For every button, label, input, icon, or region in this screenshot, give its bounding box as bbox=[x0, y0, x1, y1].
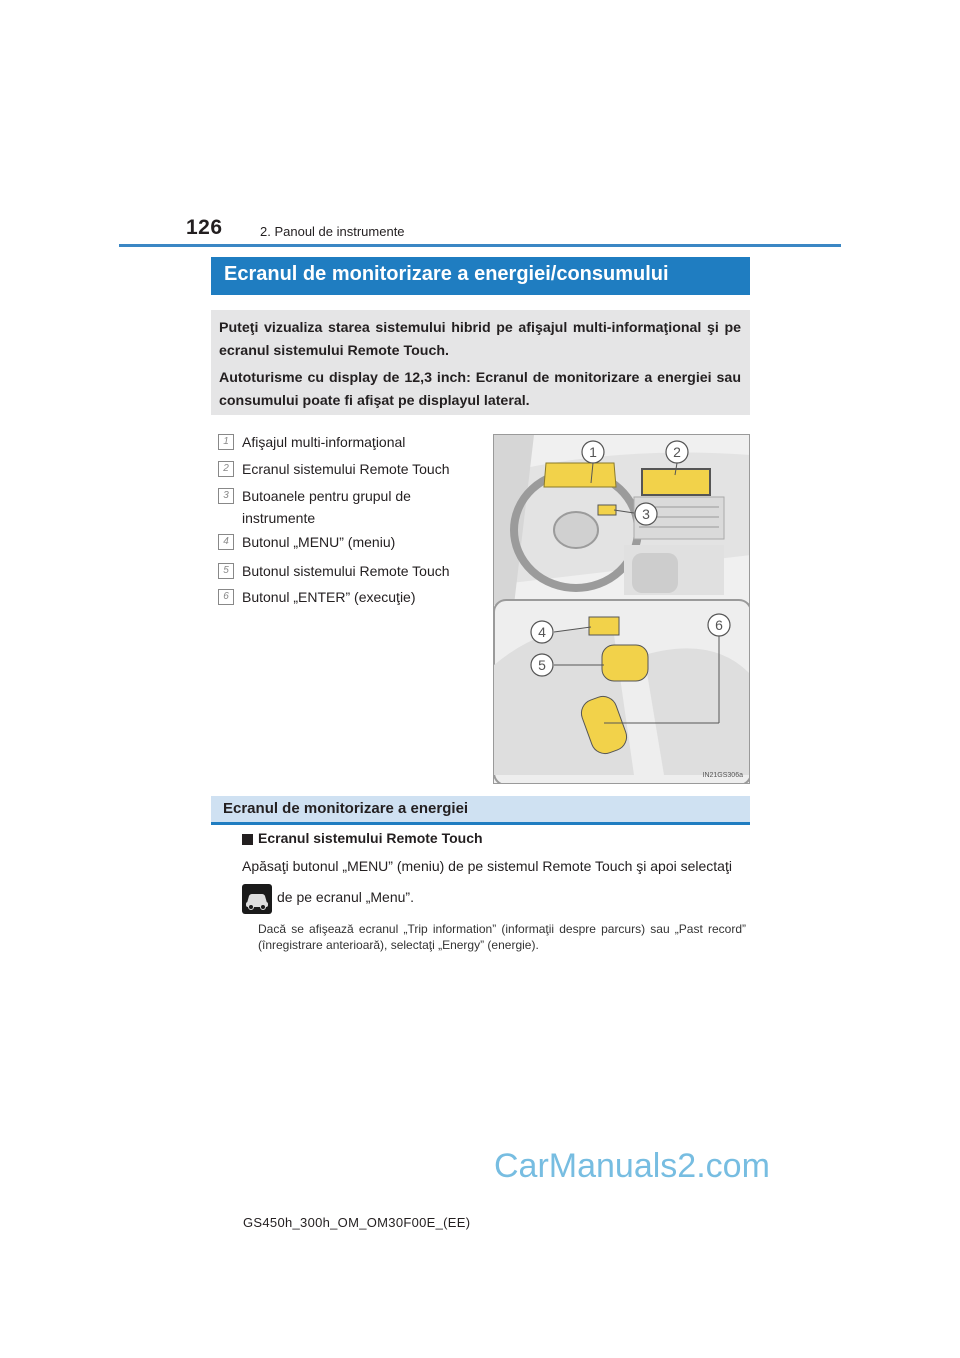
callout-2: 2 bbox=[673, 444, 681, 460]
section-title: 2. Panoul de instrumente bbox=[260, 224, 405, 239]
item-number-2: 2 bbox=[218, 461, 234, 477]
item-label-6: Butonul „ENTER” (execuţie) bbox=[242, 589, 416, 605]
callout-5: 5 bbox=[538, 657, 546, 673]
item-number-5: 5 bbox=[218, 563, 234, 579]
page-title: Ecranul de monitorizare a energiei/consumului bbox=[224, 263, 669, 285]
dashboard-illustration bbox=[493, 434, 750, 784]
subsection-title: Ecranul de monitorizare a energiei bbox=[223, 800, 469, 817]
figure-code: IN21GS306a bbox=[702, 772, 743, 779]
item-label-3: Butoanele pentru grupul de instrumente bbox=[242, 488, 411, 526]
callout-6: 6 bbox=[715, 617, 723, 633]
instruction-line-1: Apăsaţi butonul „MENU” (meniu) de pe sistemul Remote Touch şi apoi selectaţi bbox=[242, 858, 732, 874]
item-number-6: 6 bbox=[218, 589, 234, 605]
callout-3: 3 bbox=[642, 506, 650, 522]
watermark: CarManuals2.com bbox=[494, 1147, 770, 1185]
header-divider bbox=[119, 244, 841, 247]
intro-paragraph-1: Puteţi vizualiza starea sistemului hibrid pe afişajul multi-informaţional şi pe ecranul sistemului Remote Touch. bbox=[219, 320, 741, 359]
item-number-3: 3 bbox=[218, 488, 234, 504]
item-label-4: Butonul „MENU” (meniu) bbox=[242, 534, 396, 550]
car-icon bbox=[242, 884, 272, 914]
item-number-1: 1 bbox=[218, 434, 234, 450]
item-label-2: Ecranul sistemului Remote Touch bbox=[242, 461, 450, 477]
callout-1: 1 bbox=[589, 444, 597, 460]
footer-code: GS450h_300h_OM_OM30F00E_(EE) bbox=[243, 1215, 471, 1230]
callout-4: 4 bbox=[538, 624, 546, 640]
intro-paragraph-2: Autoturisme cu display de 12,3 inch: Ecranul de monitorizare a energiei sau consumului poate fi afişat pe displayul lateral. bbox=[219, 370, 741, 409]
note-text: Dacă se afişează ecranul „Trip information” (informaţii despre parcurs) sau „Past record” (înregistrare anterioară), selectaţi „Energy” (energie). bbox=[258, 922, 746, 952]
square-bullet-icon bbox=[242, 834, 253, 845]
instruction-line-2: de pe ecranul „Menu”. bbox=[277, 889, 414, 905]
item-label-1: Afişajul multi-informaţional bbox=[242, 434, 406, 450]
page-number: 126 bbox=[186, 216, 223, 239]
item-number-4: 4 bbox=[218, 534, 234, 550]
item-label-5: Butonul sistemului Remote Touch bbox=[242, 563, 450, 579]
bullet-heading: Ecranul sistemului Remote Touch bbox=[258, 830, 483, 846]
dashboard-drawing bbox=[494, 435, 750, 784]
